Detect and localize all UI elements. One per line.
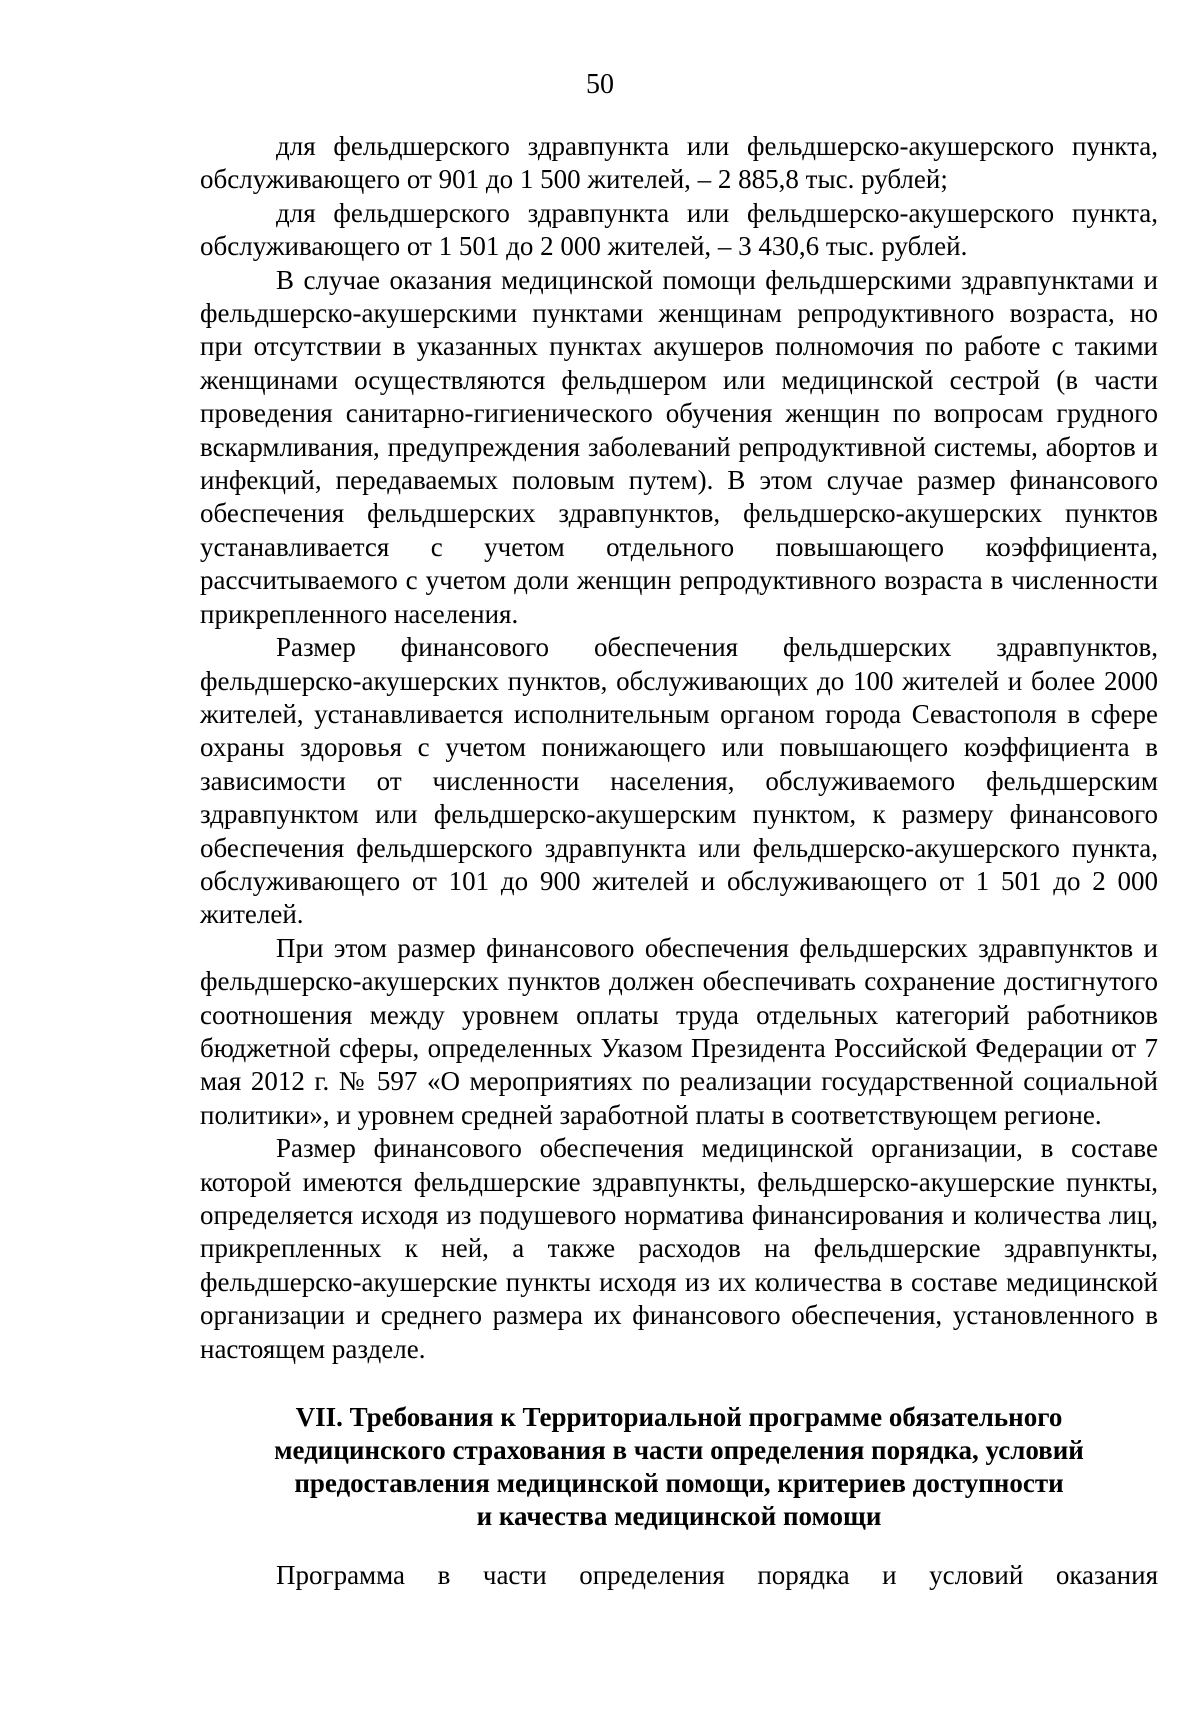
section-heading-line: и качества медицинской помощи [476, 1501, 882, 1532]
page-number: 50 [586, 69, 614, 100]
section-heading [200, 1401, 1158, 1533]
paragraph-financing-size-coefficients: Размер финансового обеспечения фельдшерских здравпунктов, фельдшерско-акушерских пунктов, обслуживающих до 100 жителей и более 2000 жителей, устанавливается исполнительным органом города Севастополя в сфере охраны здоровья с учетом понижающего или повышающего коэффициента в зависимости от численности населения, обслуживаемого фельдшерским здравпунктом или фельдшерско-акушерским пунктом, к размеру финансового обеспечения фельдшерского здравпункта или фельдшерско-акушерского пункта, обслуживающего от 101 до 900 жителей и обслуживающего от 1 501 до 2 000 жителей. [200, 632, 1158, 930]
paragraph-medical-organization-financing: Размер финансового обеспечения медицинской организации, в составе которой имеются фельдшерские здравпункты, фельдшерско-акушерские пункты, определяется исходя из подушевого норматива финансирования и количества лиц, прикрепленных к ней, а также расходов на фельдшерские здравпункты, фельдшерско-акушерские пункты исходя из их количества в составе медицинской организации и среднего размера их финансового обеспечения, установленного в настоящем разделе. [200, 1133, 1158, 1364]
section-heading-line: медицинского страхования в части определения порядка, условий [274, 1435, 1084, 1466]
document-body [200, 130, 1158, 1592]
paragraph-salary-ratio: При этом размер финансового обеспечения фельдшерских здравпунктов и фельдшерско-акушерских пунктов должен обеспечивать сохранение достигнутого соотношения между уровнем оплаты труда отдельных категорий работников бюджетной сферы, определенных Указом Президента Российской Федерации от 7 мая 2012 г. № 597 «О мероприятиях по реализации государственной социальной политики», и уровнем средней заработной платы в соответствующем регионе. [200, 932, 1158, 1130]
paragraph-reproductive-age-women: В случае оказания медицинской помощи фельдшерскими здравпунктами и фельдшерско-акушерскими пунктами женщинам репродуктивного возраста, но при отсутствии в указанных пунктах акушеров полномочия по работе с такими женщинами осуществляются фельдшером или медицинской сестрой (в части проведения санитарно-гигиенического обучения женщин по вопросам грудного вскармливания, предупреждения заболеваний репродуктивной системы, абортов и инфекций, передаваемых половым путем). В этом случае размер финансового обеспечения фельдшерских здравпунктов, фельдшерско-акушерских пунктов устанавливается с учетом отдельного повышающего коэффициента, рассчитываемого с учетом доли женщин репродуктивного возраста в численности прикрепленного населения. [200, 264, 1158, 629]
section-heading-line: предоставления медицинской помощи, критериев доступности [294, 1468, 1064, 1499]
spacer [200, 1533, 1158, 1559]
paragraph-fap-1501-2000: для фельдшерского здравпункта или фельдшерско-акушерского пункта, обслуживающего от 1 501 до 2 000 жителей, – 3 430,6 тыс. рублей. [200, 197, 1158, 262]
section-heading-line: VII. Требования к Территориальной программе обязательного [295, 1402, 1063, 1433]
paragraph-fap-901-1500: для фельдшерского здравпункта или фельдшерско-акушерского пункта, обслуживающего от 901 до 1 500 жителей, – 2 885,8 тыс. рублей; [200, 131, 1158, 195]
paragraph-program-conditions: Программа в части определения порядка и условий оказания [276, 1560, 1158, 1591]
